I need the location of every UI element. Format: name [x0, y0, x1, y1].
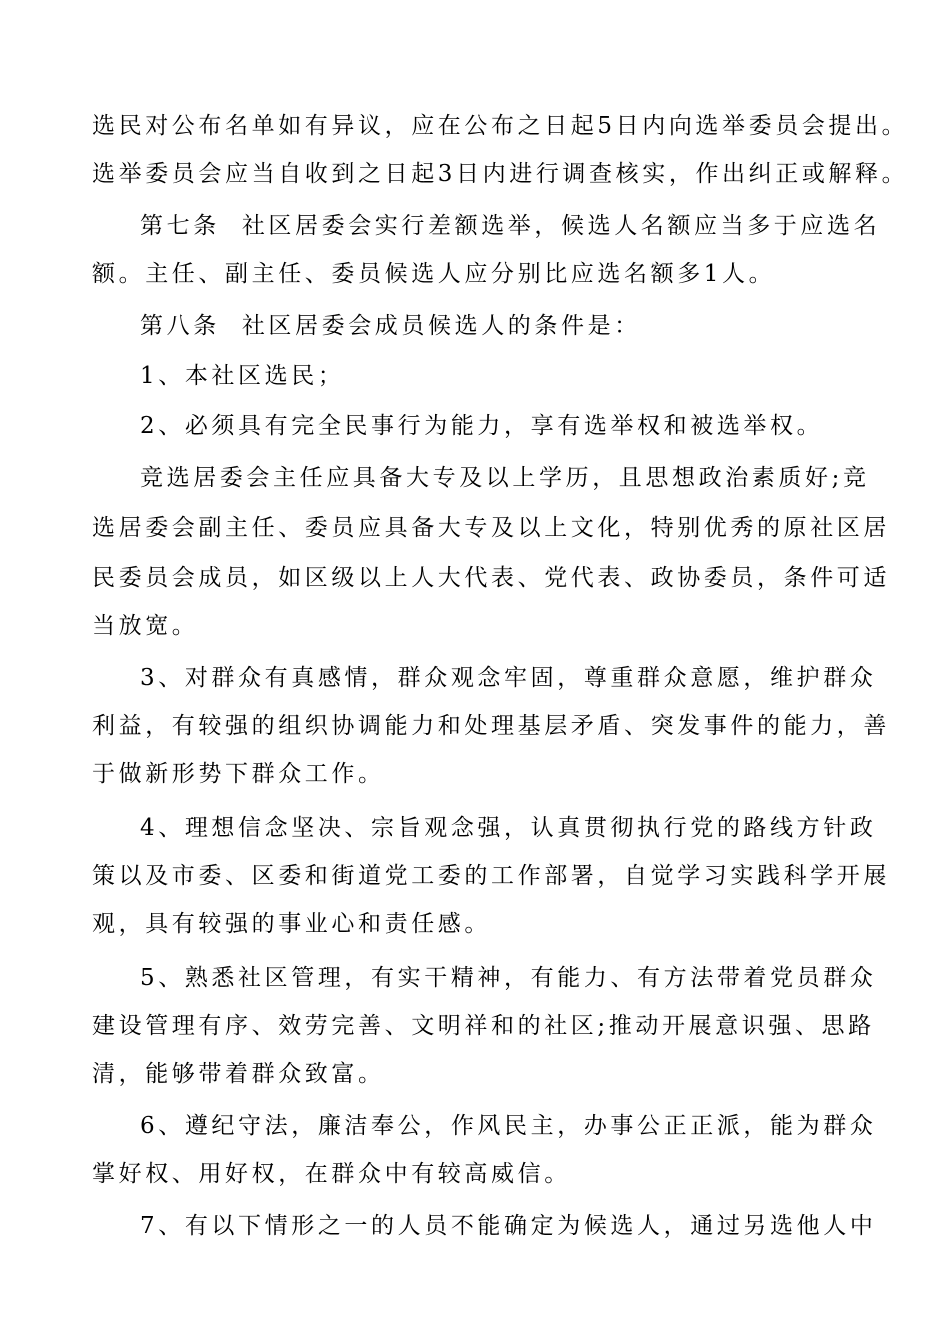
text-line: 选民对公布名单如有异议，应在公布之日起5日内向选举委员会提出。 — [92, 113, 909, 139]
list-item-5: 5、熟悉社区管理，有实干精神，有能力、有方法带着党员群众 — [140, 965, 877, 991]
list-item-2: 2、必须具有完全民事行为能力，享有选举权和被选举权。 — [140, 413, 824, 439]
article-7-line — [140, 210, 880, 242]
text-line: 竞选居委会主任应具备大专及以上学历，且思想政治素质好;竞 — [140, 465, 870, 491]
list-item-3: 3、对群众有真感情，群众观念牢固，尊重群众意愿，维护群众 — [140, 665, 877, 691]
text-line: 利益，有较强的组织协调能力和处理基层矛盾、突发事件的能力，善 — [92, 713, 890, 739]
list-item-7: 7、有以下情形之一的人员不能确定为候选人，通过另选他人中 — [140, 1213, 877, 1239]
text-line: 额。主任、副主任、委员候选人应分别比应选名额多1人。 — [92, 261, 776, 287]
article-8-line — [140, 310, 641, 342]
text-line: 于做新形势下群众工作。 — [92, 761, 385, 787]
text-line: 清，能够带着群众致富。 — [92, 1061, 385, 1087]
text-line: 掌好权、用好权，在群众中有较高威信。 — [92, 1161, 571, 1187]
article-8-text: 社区居委会成员候选人的条件是： — [241, 313, 641, 339]
article-7-label: 第七条 — [140, 213, 220, 239]
text-line: 观，具有较强的事业心和责任感。 — [92, 911, 491, 937]
text-line: 民委员会成员，如区级以上人大代表、党代表、政协委员，条件可适 — [92, 565, 890, 591]
list-item-6: 6、遵纪守法，廉洁奉公，作风民主，办事公正正派，能为群众 — [140, 1113, 877, 1139]
article-8-label: 第八条 — [140, 313, 220, 339]
article-7-text: 社区居委会实行差额选举，候选人名额应当多于应选名 — [241, 213, 881, 239]
text-line: 建设管理有序、效劳完善、文明祥和的社区;推动开展意识强、思路 — [92, 1013, 875, 1039]
text-line: 当放宽。 — [92, 613, 199, 639]
text-line: 选举委员会应当自收到之日起3日内进行调查核实，作出纠正或解释。 — [92, 161, 909, 187]
text-line: 选居委会副主任、委员应具备大专及以上文化，特别优秀的原社区居 — [92, 515, 890, 541]
list-item-4: 4、理想信念坚决、宗旨观念强，认真贯彻执行党的路线方针政 — [140, 815, 877, 841]
list-item-1: 1、本社区选民； — [140, 363, 345, 389]
text-line: 策以及市委、区委和街道党工委的工作部署，自觉学习实践科学开展 — [92, 863, 890, 889]
